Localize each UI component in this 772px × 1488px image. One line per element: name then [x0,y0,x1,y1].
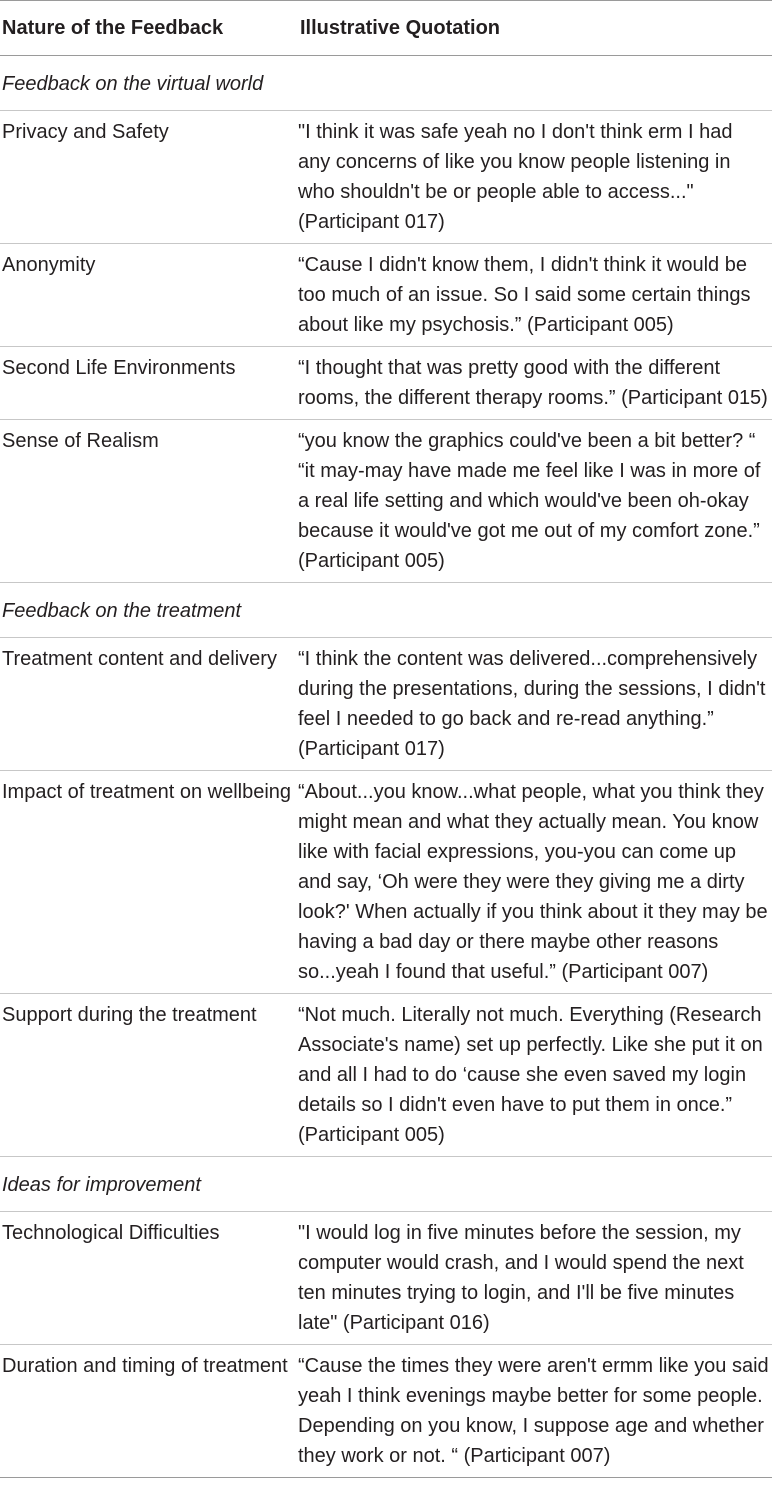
row-nature: Anonymity [2,254,96,276]
header-quotation: Illustrative Quotation [300,17,501,39]
row-quote: “you know the graphics could've been a bit better? “ “it may-may have made me feel like I was in more of a real life setting and which would've been oh-okay because it would've got me out of my comfort zone.” (Participant 005) [298,430,761,572]
header-nature: Nature of the Feedback [2,17,224,39]
section-title: Feedback on the virtual world [0,56,772,111]
row-quote: “I think the content was delivered...comprehensively during the presentations, during the sessions, I didn't feel I needed to go back and re-read anything.” (Participant 017) [298,648,766,760]
row-nature: Second Life Environments [2,357,236,379]
table-header [0,0,772,56]
row-quote: “Cause the times they were aren't ermm like you said yeah I think evenings maybe better for some people. Depending on you know, I suppose age and whether they work or not. “ (Participant 007) [298,1355,769,1467]
row-quote: "I think it was safe yeah no I don't think erm I had any concerns of like you know people listening in who shouldn't be or people able to access..." (Participant 017) [298,121,733,233]
section-title: Ideas for improvement [0,1157,772,1212]
table-row [0,638,772,771]
row-nature: Privacy and Safety [2,121,169,143]
row-nature: Duration and timing of treatment [2,1355,288,1377]
table-row [0,347,772,420]
table-row [0,244,772,347]
table-row [0,111,772,244]
table-row [0,771,772,994]
table-row [0,1212,772,1345]
row-nature: Treatment content and delivery [2,648,277,670]
row-nature: Sense of Realism [2,430,159,452]
row-quote: “Cause I didn't know them, I didn't think it would be too much of an issue. So I said some certain things about like my psychosis.” (Participant 005) [298,254,751,336]
table-row [0,420,772,583]
section-title: Feedback on the treatment [0,583,772,638]
table-row [0,994,772,1157]
row-nature: Support during the treatment [2,1004,257,1026]
row-quote: “Not much. Literally not much. Everything (Research Associate's name) set up perfectly. Like she put it on and all I had to do ‘cause she even saved my login details so I didn't even have to put them in once.” (Participant 005) [298,1004,763,1146]
row-nature: Technological Difficulties [2,1222,220,1244]
table-row [0,1345,772,1478]
row-quote: "I would log in five minutes before the session, my computer would crash, and I would spend the next ten minutes trying to login, and I'll be five minutes late" (Participant 016) [298,1222,744,1334]
row-quote: “About...you know...what people, what you think they might mean and what they actually mean. You know like with facial expressions, you-you can come up and say, ‘Oh were they were they giving me a dirty look?' When actually if you think about it they may be having a bad day or there maybe other reasons so...yeah I found that useful.” (Participant 007) [298,781,768,983]
row-quote: “I thought that was pretty good with the different rooms, the different therapy rooms.” (Participant 015) [298,357,768,409]
row-nature: Impact of treatment on wellbeing [2,781,292,803]
